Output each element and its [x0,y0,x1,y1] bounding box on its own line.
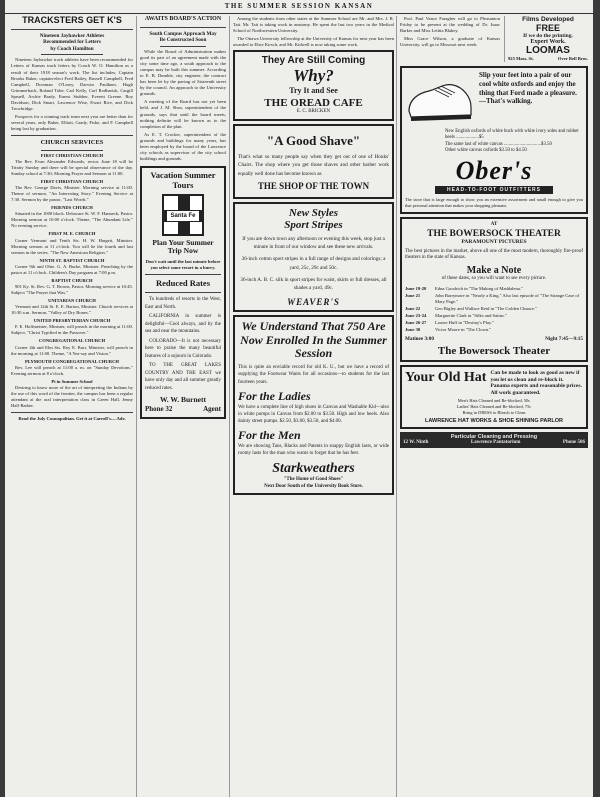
hat-line1: Men's Hats Cleaned and Re-blocked, 50c [457,398,531,404]
column-2 [140,16,226,797]
obers-ad [400,66,588,214]
hat-line3: Bring in DRESS to Bleach to Clean [462,409,526,415]
stark-headline: We Understand That 750 Are Now Enrolled In the Summer Session [240,318,387,361]
rates-headline: Reduced Rates [155,277,211,288]
tracksters-headline: TRACKSTERS GET K'S [22,16,122,25]
films-ad [504,16,588,62]
theater-intro: The best pictures in the market, above all one of the most modern, thoroughly fire-proof theaters in the state of Kansas. [405,248,583,261]
oread-name: THE OREAD CAFE [264,97,363,110]
schedule-film: Marguerite Clark in "Silks and Satins." [435,312,507,318]
sports-text1: If you are down town any afternoon or evening this week, stop just a minute in front of our window and see these new arrivals. [242,235,385,251]
oread-line2: Why? [293,66,334,86]
theater-title: THE BOWERSOCK THEATER [427,228,561,239]
column-1 [11,16,133,797]
hat-side: Can be made to look as good as new if you let us clean and re-block it. Panama experts and reasonable prices. All work guaranteed. [490,369,582,396]
divider [11,29,133,30]
church-name: NINTH ST. BAPTIST CHURCH [39,257,105,263]
church-list [11,153,133,409]
schedule-date: June 23-24 [405,312,427,318]
church-text: Corner 4th and Elm Sts. Roy E. Burt, Minister, will preach in the morning at 11:00. Theme, "A Yea-say and Vision." [11,344,133,356]
oread-line1: They Are Still Coming [261,55,366,67]
schedule-film: Victor Moore in "The Clown." [435,327,492,332]
divider [145,292,221,293]
obers-note: The store that is large enough to show you an extensive assortment and small enough to give you that personal attention that makes your shopping pleasant. [405,197,583,209]
bowersock-ad [400,217,588,362]
ladies-text: We have a complete line of high shoes in Canvas and Washable Kid—also in white pumps in Canvas from $2.00 to $3.50. High and low heels. Also dainty street pumps. $2.50, $3.00, $3.50, and $4.00. [238,404,389,425]
column-divider [396,16,397,797]
tracksters-subhead: Nineteen Jayhawker Athletes [39,32,105,39]
theater-subtitle: PARAMOUNT PICTURES [461,238,527,245]
night-time: Night 7:45—9:15 [545,336,583,343]
church-name: FIRST M. E. CHURCH [48,231,96,237]
ladies-headline: For the Ladies [238,388,311,403]
divider [140,27,226,28]
plan-trip: Plan Your Summer Trip Now [152,237,214,256]
church-name: Pi in Summer School [51,378,93,384]
rates-line: To hundreds of resorts in the West, East and North. [145,297,221,310]
oread-prop: E. C. BRICKEN [296,109,331,115]
pantatorium-name: Lawrence Pantatorium [470,439,521,445]
schedule-date: June 22 [405,305,421,311]
vacation-note: Don't wait until the last minute before you select some resort in a hurry. [145,258,221,270]
shave-text: That's what so many people say when they get out of one of Houks' Chairs. The shop where you get those shaves and other barber work equally well done has become known as [238,153,389,177]
films-expert: Expert Work. [530,39,566,45]
obers-item: New English oxfords of white buck with white ivory soles and rubber heels ...................$5 [445,129,579,141]
footer-note: Read the July Cosmopolitan. Get it at Carroll's.—Adv. [18,416,126,422]
rates-line: CALIFORNIA in summer is delightful—Cool always, and by the sea and near the mountains. [145,314,221,335]
church-text: Desiring to know more of the art of interpreting the Indians by the use of this word of the frontier, the campus has been a regular attendant at the oral interpretation class in Green Hall, Jenny Hall-Barber. [11,384,133,409]
top-story [233,16,394,48]
church-text: 901 Ky. St. Rev. G. T. Brown, Pastor. Morning service at 10:45. Subject "The Prayer that Was." [11,283,133,296]
divider [11,412,133,413]
church-text: Rev. Lee will preach at 11:00 a. m. on "Sunday Devotions." Evening sermon at 8 o'clock. [11,364,133,376]
story-paragraph: Miss Grace Wilson, a graduate of Kansas University, will go to Missouri next week. [400,36,500,48]
weavers-ad [233,202,394,312]
sports-title2: Sport Stripes [284,218,343,231]
story-paragraph: As E. T. Crocker, superintendent of the grounds and buildings for many years, has been employed by the board of the Lawrence city schools as supervisor of the city school buildings and grounds. [140,131,226,161]
obers-headline: Slip your feet into a pair of our cool white oxfords and enjoy the thing that Ford made a pleasure.—That's walking. [479,71,577,106]
rates-body [145,296,221,392]
story-paragraph: While the Board of Administration makes good its part of an agreement made with the city some time ago, a south approach to the campus may be built this summer. According to E. B. Dumble, city engineer, the contract has been let by the paving of Sixteenth street by the council. An approach to the University grounds. [140,48,226,97]
make-note-text: of these dates, so you will want to see every picture. [441,276,547,282]
church-name: FIRST CHRISTIAN CHURCH [40,178,104,184]
story-paragraph: Prof. Paul Vance Faragher will go to Pleasanton Friday to be present at the wedding of Dr. Isaac Barker and Miss Letitia Blakey. [400,16,500,34]
films-title: Films Developed [522,16,574,23]
divider [11,135,133,136]
church-name: PLYMOUTH CONGREGATIONAL CHURCH [25,358,119,364]
church-text: The Rev. George Davis, Minister. Morning service at 11:00. Theme of sermon, "An Interesting Story." Evening Service at 7:30. Sermon by the pastor, "Last Words." [11,185,133,203]
obers-item: The same last of white canvas ...............................$3.50 [445,141,552,147]
hat-title: Your Old Hat [405,369,487,385]
theater-at: AT [490,222,498,227]
films-addr: 925 Mass. St. [508,56,534,61]
pantatorium-phone: Phone 506 [562,439,585,445]
schedule-date: June 21 [405,292,421,298]
schedule-film: Louise Huff in "Destiny's Play." [435,319,494,325]
rates-line: COLORADO—It is not necessary here to praise the many beautiful features of a sojourn in Colorado. [145,338,221,359]
shave-ad [233,124,394,199]
santa-fe-ad [140,166,226,419]
tracksters-story [11,57,133,132]
hat-works-ad [400,365,588,429]
board-headline: AWAITS BOARD'S ACTION [144,16,222,22]
men-headline: For the Men [238,427,301,442]
sports-title1: New Styles [288,206,339,219]
column-4 [400,16,588,797]
story-paragraph: A meeting of the Board has not yet been held, and J. M. Shea, superintendent of the grounds, says that until the board meets, nothing definite will be known as to the completion of the plan. [140,99,226,129]
oread-line3: Try It and See [289,86,338,96]
top-row [400,16,588,62]
story-paragraph: Nineteen Jayhawker track athletes have been recommended for Letters of Kansas track letters by Coach W. O. Hamilton as a result of their 1918 season's work. The list includes, Captain Brooks Baker, captain-elect Fred Bailey, Russell Campbell, Fred Campbell, Dorsman O'Leary, Darwin Paulkner, Hugh Grimmerback, Roland Tobe, Carl Kelly, Carl Rodbartsh, Cargill Spruell, Archie Brady, Ernest Stubber, Everett Greene, Roy Davidson, Dick Smart, Lawrence Wise, Ewart Rice, and Dick Trowbridge. [11,57,133,111]
obers-item: Other white canvas oxfords $3.50 to $4.50 [445,148,527,154]
divider [145,274,221,275]
church-text: The Rev. Evan Alexander Edwards, rector. June 18 will be Trinity Sunday and there will be special observance of the day. Sunday school at 7:30; Morning Prayer and Sermon at 11:00. [11,158,133,176]
board-story [140,49,226,162]
films-free: FREE [535,23,560,33]
church-text: F. E. Hoffmeister, Minister, will preach in the morning at 11:00. Subject, "Christ Typified in the Passover." [11,324,133,336]
board-subhead: South Campus Approach May [149,30,217,37]
pantatorium-ad [400,432,588,449]
column-3 [233,16,394,797]
column-divider [136,16,137,797]
church-services-headline: CHURCH SERVICES [40,139,104,147]
divider [160,46,206,47]
weavers-name: WEAVER'S [287,296,340,307]
rates-line: TO THE GREAT LAKES COUNTRY AND THE EAST we have only day and all summer greatly reduced rates. [145,363,221,391]
church-text: Vermont and 12th St. E. E. Barton, Minister. Church services at 10:30 a.m. Sermon, "Valley of Dry Bones." [11,304,133,316]
story-paragraph: Among the students from other states at the Summer School are Mr. and Mrs. J. R. Tait. Mr. Tait is taking work in anatomy. He spent the last two years in the Medical School of Northwestern University. [233,16,394,34]
church-text: Situated in the 1000 block. Delaware St. W. F. Hanneck, Pastor. Morning sermon at 10:00 o'clock. Theme, "The Abundant Life." No evening service. [11,211,133,229]
theater-name: The Bowersock Theater [437,344,551,357]
sports-text3: 36-inch A. B. C. silk in sport stripes for waist, skirts or full dresses, all shades a yard, 49c. [240,277,387,292]
shave-title: "A Good Shave" [266,132,361,148]
schedule-film: Geo Bigley and Wallace Reid in "The Golden Chance." [435,305,537,311]
vacation-title: Vacation Summer Tours [150,170,216,190]
schedule-film: Edna Goodrich in "The Making of Maddalena." [435,285,523,291]
schedule-date: June 19-20 [405,285,427,291]
church-text: Corner Vermont and Tenth Sts. H. W. Hargett, Minister. Morning sermon at 11 o'clock. You will be the fourth and last sermon in the series. "The New American Religion." [11,237,133,255]
starkweathers-ad [233,315,394,496]
matinee-time: Matinee 3:00 [405,336,434,343]
newspaper-page [5,0,593,797]
theater-schedule [405,286,583,333]
tracksters-subhead: Recommended for Letters [43,39,101,46]
church-name: UNITARIAN CHURCH [48,298,96,304]
agent-phone: Phone 32 [145,405,173,414]
stark-intro: This is quite an enviable record for old K. U., but we have a record of supplying the Footwear Wants for all occasions—to students for the last fourteen years. [238,365,389,385]
story-paragraph: The Ottawa University fellowship at the University of Kansas for next year has been awarded to Elsie Kirsch, and Mr. Kidwell is now taking some work. [233,36,394,48]
white-oxford-shoe-icon [405,71,475,126]
schedule-date: June 26-27 [405,319,427,325]
schedule-film: John Barrymore in "Nearly a King." Also last episode of "The Strange Case of Mary Page." [435,292,580,304]
hat-name: LAWRENCE HAT WORKS & SHOE SHINING PARLOR [425,417,563,424]
oread-cafe-ad [233,50,394,121]
church-name: BAPTIST CHURCH [51,277,93,283]
church-name: FIRST CHRISTIAN CHURCH [40,152,104,158]
logo-label: Santa Fe [166,210,200,222]
divider [41,150,103,151]
men-text: We are showing Tans, Blacks and Patents in snappy English lasts, or wide roomy lasts for the man who wants to forget that he has feet. [238,443,389,456]
masthead: THE SUMMER SESSION KANSAN [5,2,593,14]
obers-logo: Ober's [455,156,533,186]
church-text: Corner 9th and Ohio. G. A. Burke, Minister. Preaching by the pastor at 11 o'clock. Children's Day program at 7:00 p.m. [11,263,133,275]
films-line: If we do the printing. [523,33,573,39]
stark-addr: Next Door South of the University Book Store. [264,483,363,489]
agent-name: W. W. Burnett [160,395,206,405]
films-name: LOOMAS [526,45,570,56]
tracksters-subhead: by Coach Hamilton [50,45,94,52]
agent-title: Agent [203,405,221,414]
obers-items [405,129,583,154]
obers-logo-tag: HEAD-TO-FOOT OUTFITTERS [435,186,553,194]
divider [41,54,103,55]
board-subhead: Be Constructed Soon [159,37,207,44]
sports-text2: 36-inch cotton sport stripes in a full range of designs and colorings; a yard, 25c, 29c and 50c. [241,256,386,271]
pantatorium-addr: 12 W. Ninth [403,439,429,445]
story-paragraph: Prospects for a winning track team next year are better than for several years, only Baker, Elliott, Grady, Fiske, and F. Campbell being lost by graduation. [11,113,133,132]
stark-tag: "The Home of Good Shoes" [283,477,344,483]
church-name: FRIENDS CHURCH [51,205,93,211]
shave-name: THE SHOP OF THE TOWN [257,180,370,191]
santa-fe-logo-icon [162,194,204,236]
church-name: UNITED PRESBYTERIAN CHURCH [33,318,111,324]
top-story [400,16,500,62]
hat-line2: Ladies' Hats Cleaned and Re-blocked, 75c [456,404,532,410]
stark-name: Starkweathers [272,461,355,477]
pantatorium-line1: Particular Cleaning and Pressing [450,433,538,440]
schedule-date: June 30 [405,327,421,332]
films-addr2: Over Bell Bros. [557,56,588,61]
make-note-headline: Make a Note [466,265,522,277]
column-divider [229,16,230,797]
church-name: CONGREGATIONAL CHURCH [38,338,106,344]
